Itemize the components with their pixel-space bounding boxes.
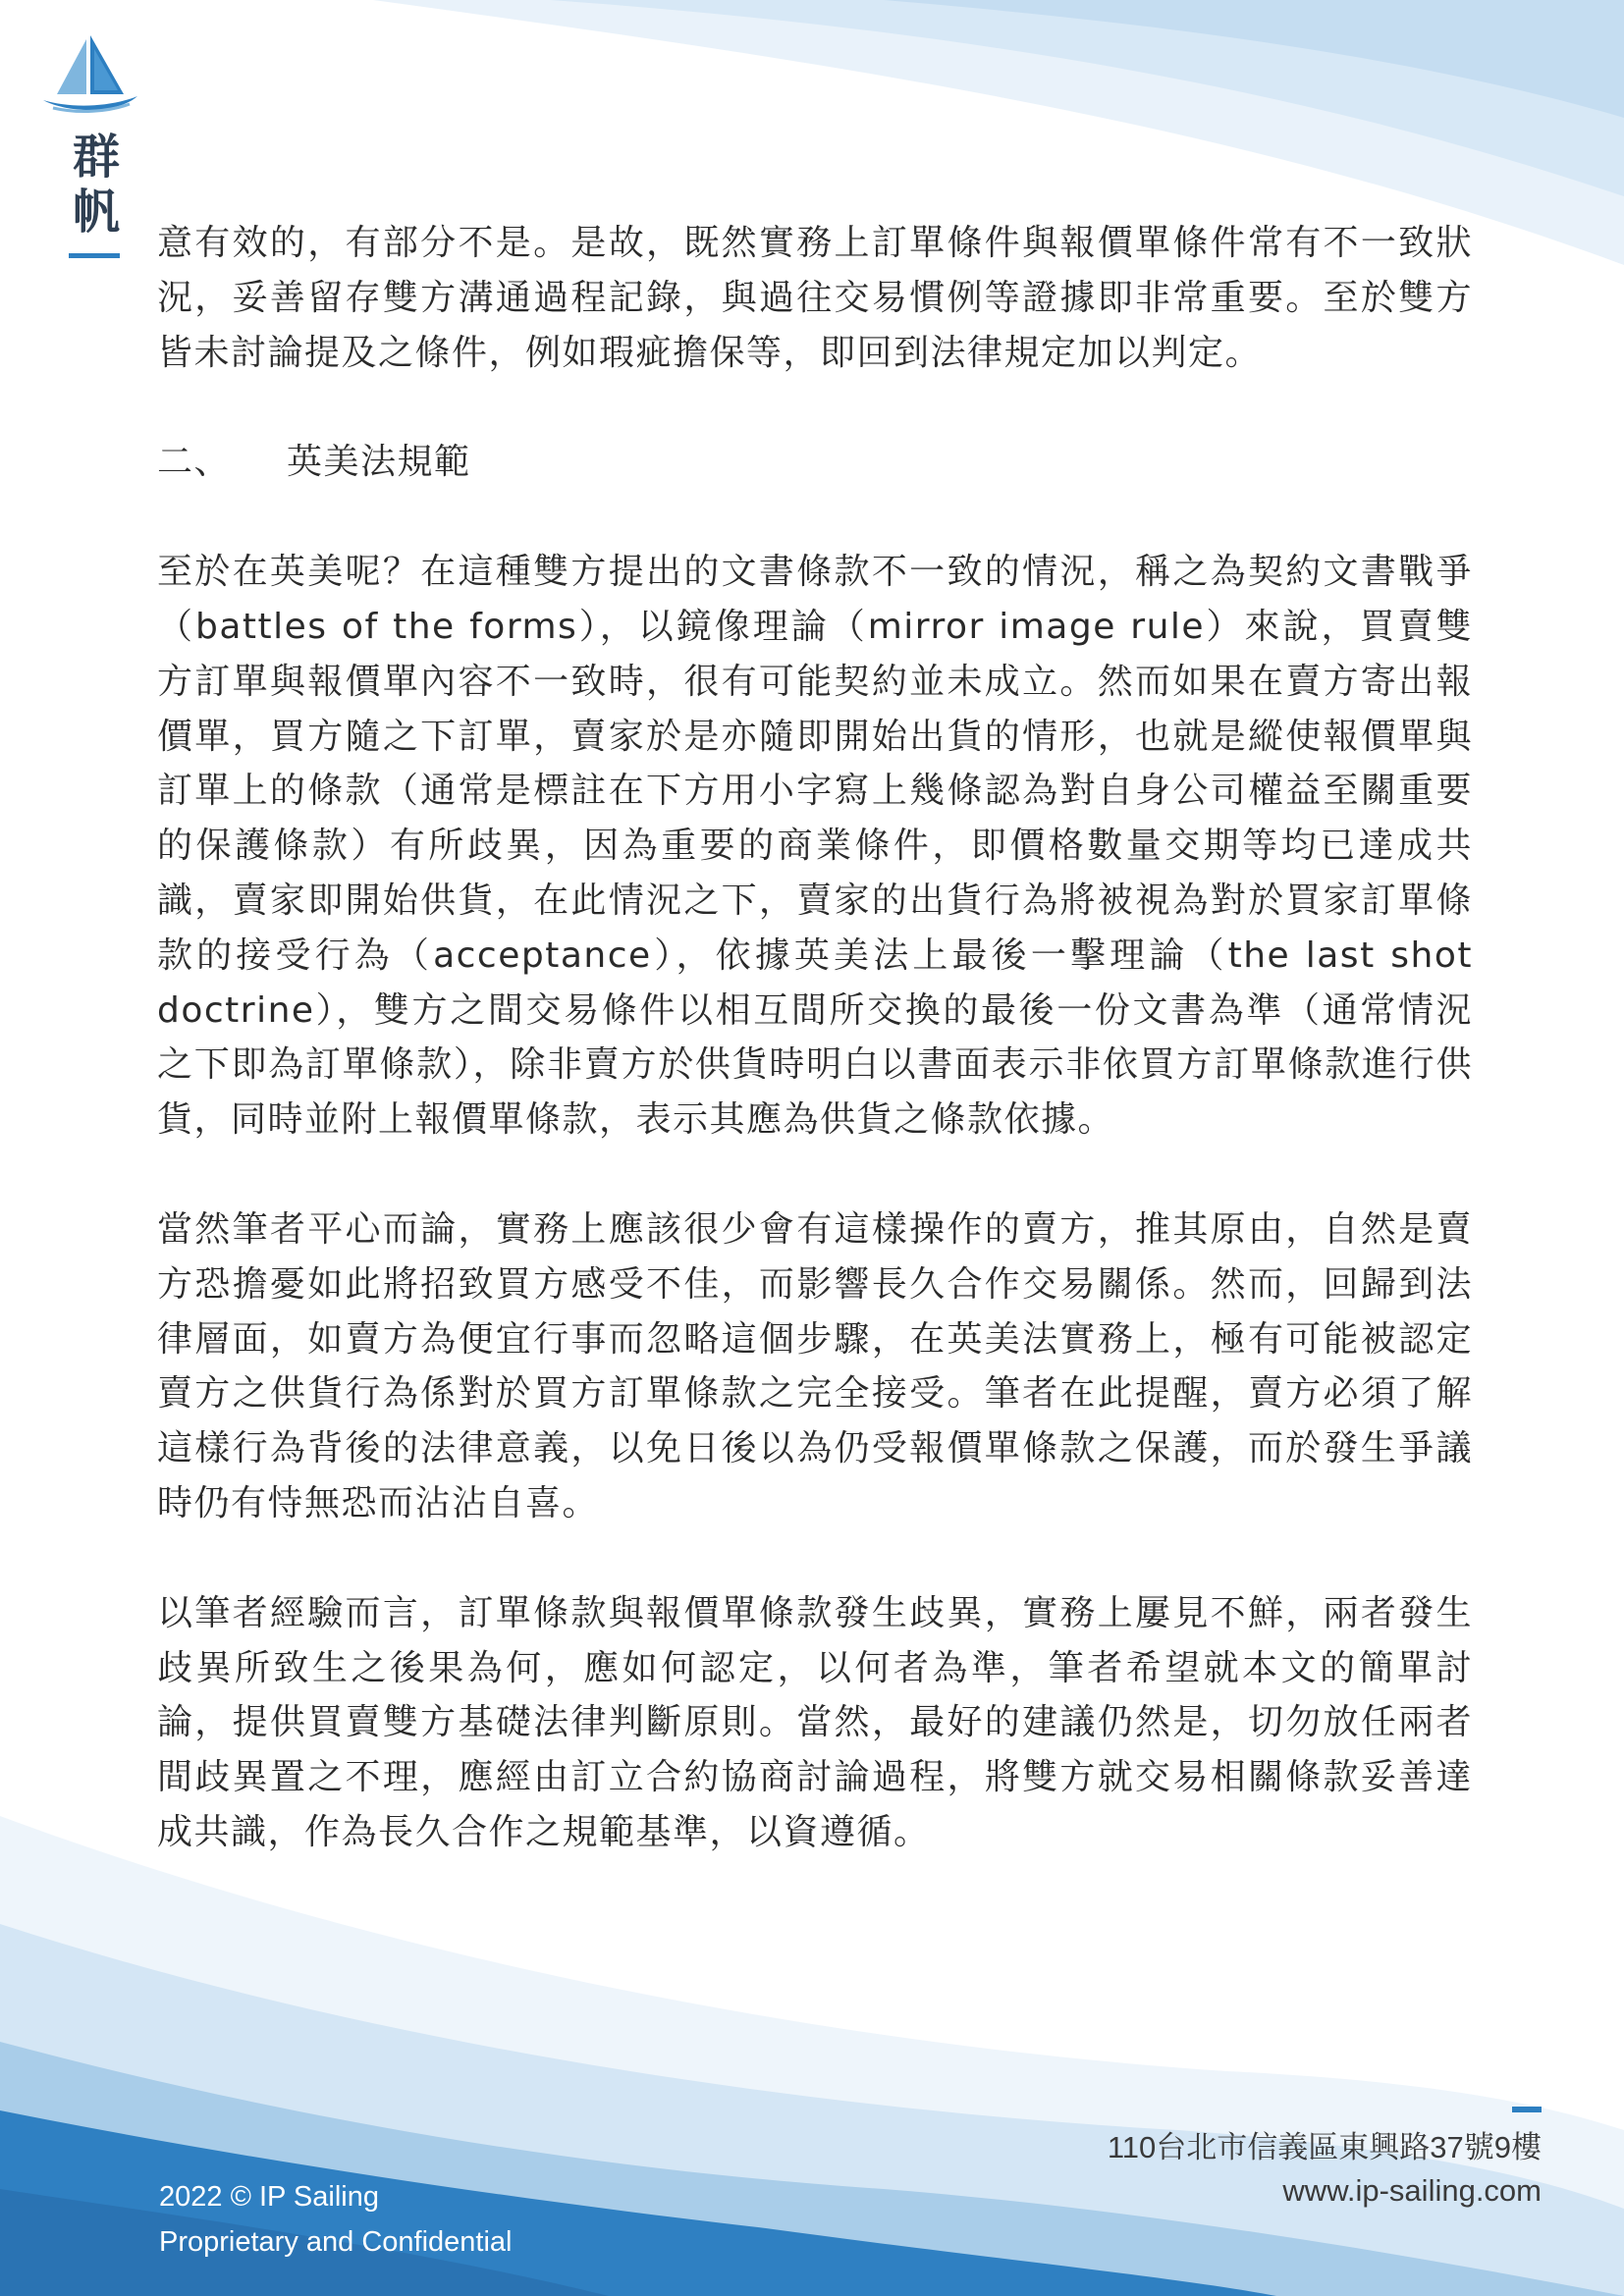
section-heading (157, 435, 1473, 490)
sailboat-icon (39, 35, 141, 114)
brand-logo (39, 35, 147, 258)
paragraph-1: 意有效的，有部分不是。是故，既然實務上訂單條件與報價單條件常有不一致狀況，妥善留存雙方溝通過程記錄，與過往交易慣例等證據即非常重要。至於雙方皆未討論提及之條件，例如瑕疵擔保等，即回到法律規定加以判定。 (157, 223, 1473, 373)
article-body (157, 216, 1473, 1860)
footer-website[interactable]: www.ip-sailing.com (1282, 2173, 1542, 2208)
footer-contact (1108, 2126, 1542, 2213)
paragraph-3: 當然筆者平心而論，實務上應該很少會有這樣操作的賣方，推其原由，自然是賣方恐擔憂如此將招致買方感受不佳，而影響長久合作交易關係。然而，回歸到法律層面，如賣方為便宜行事而忽略這個步驟，在英美法實務上，極有可能被認定賣方之供貨行為係對於買方訂單條款之完全接受。筆者在此提醒，賣方必須了解這樣行為背後的法律意義，以免日後以為仍受報價單條款之保護，而於發生爭議時仍有恃無恐而沾沾自喜。 (157, 1208, 1473, 1523)
footer-legal (159, 2174, 512, 2265)
paragraph-2: 至於在英美呢？在這種雙方提出的文書條款不一致的情況，稱之為契約文書戰爭（battles of the forms），以鏡像理論（mirror image rule）來說，買賣雙方訂單與報價單內容不一致時，很有可能契約並未成立。然而如果在賣方寄出報價單，買方隨之下訂單，賣家於是亦隨即開始出貨的情形，也就是縱使報價單與訂單上的條款（通常是標註在下方用小字寫上幾條認為對自身公司權益至關重要的保護條款）有所歧異，因為重要的商業條件，即價格數量交期等均已達成共識，賣家即開始供貨，在此情況之下，賣家的出貨行為將被視為對於買家訂單條款的接受行為（acceptance），依據英美法上最後一擊理論（the last shot doctrine），雙方之間交易條件以相互間所交換的最後一份文書為準（通常情況之下即為訂單條款），除非賣方於供貨時明白以書面表示非依買方訂單條款進行供貨，同時並附上報價單條款，表示其應為供貨之條款依據。 (157, 552, 1473, 1141)
footer-accent-dash (1512, 2107, 1542, 2112)
brand-name: 群帆 (72, 130, 120, 240)
footer-copyright: 2022 © IP Sailing (159, 2181, 379, 2213)
footer-address: 110台北市信義區東興路37號9樓 (1107, 2130, 1542, 2164)
brand-accent-bar (69, 253, 120, 258)
paragraph-4: 以筆者經驗而言，訂單條款與報價單條款發生歧異，實務上屢見不鮮，兩者發生歧異所致生之後果為何，應如何認定，以何者為準，筆者希望就本文的簡單討論，提供買賣雙方基礎法律判斷原則。當然，最好的建議仍然是，切勿放任兩者間歧異置之不理，應經由訂立合約協商討論過程，將雙方就交易相關條款妥善達成共識，作為長久合作之規範基準，以資遵循。 (157, 1592, 1473, 1852)
footer-confidential: Proprietary and Confidential (159, 2226, 513, 2258)
section-number: 二、 (157, 442, 232, 483)
section-title: 英美法規範 (287, 442, 471, 483)
